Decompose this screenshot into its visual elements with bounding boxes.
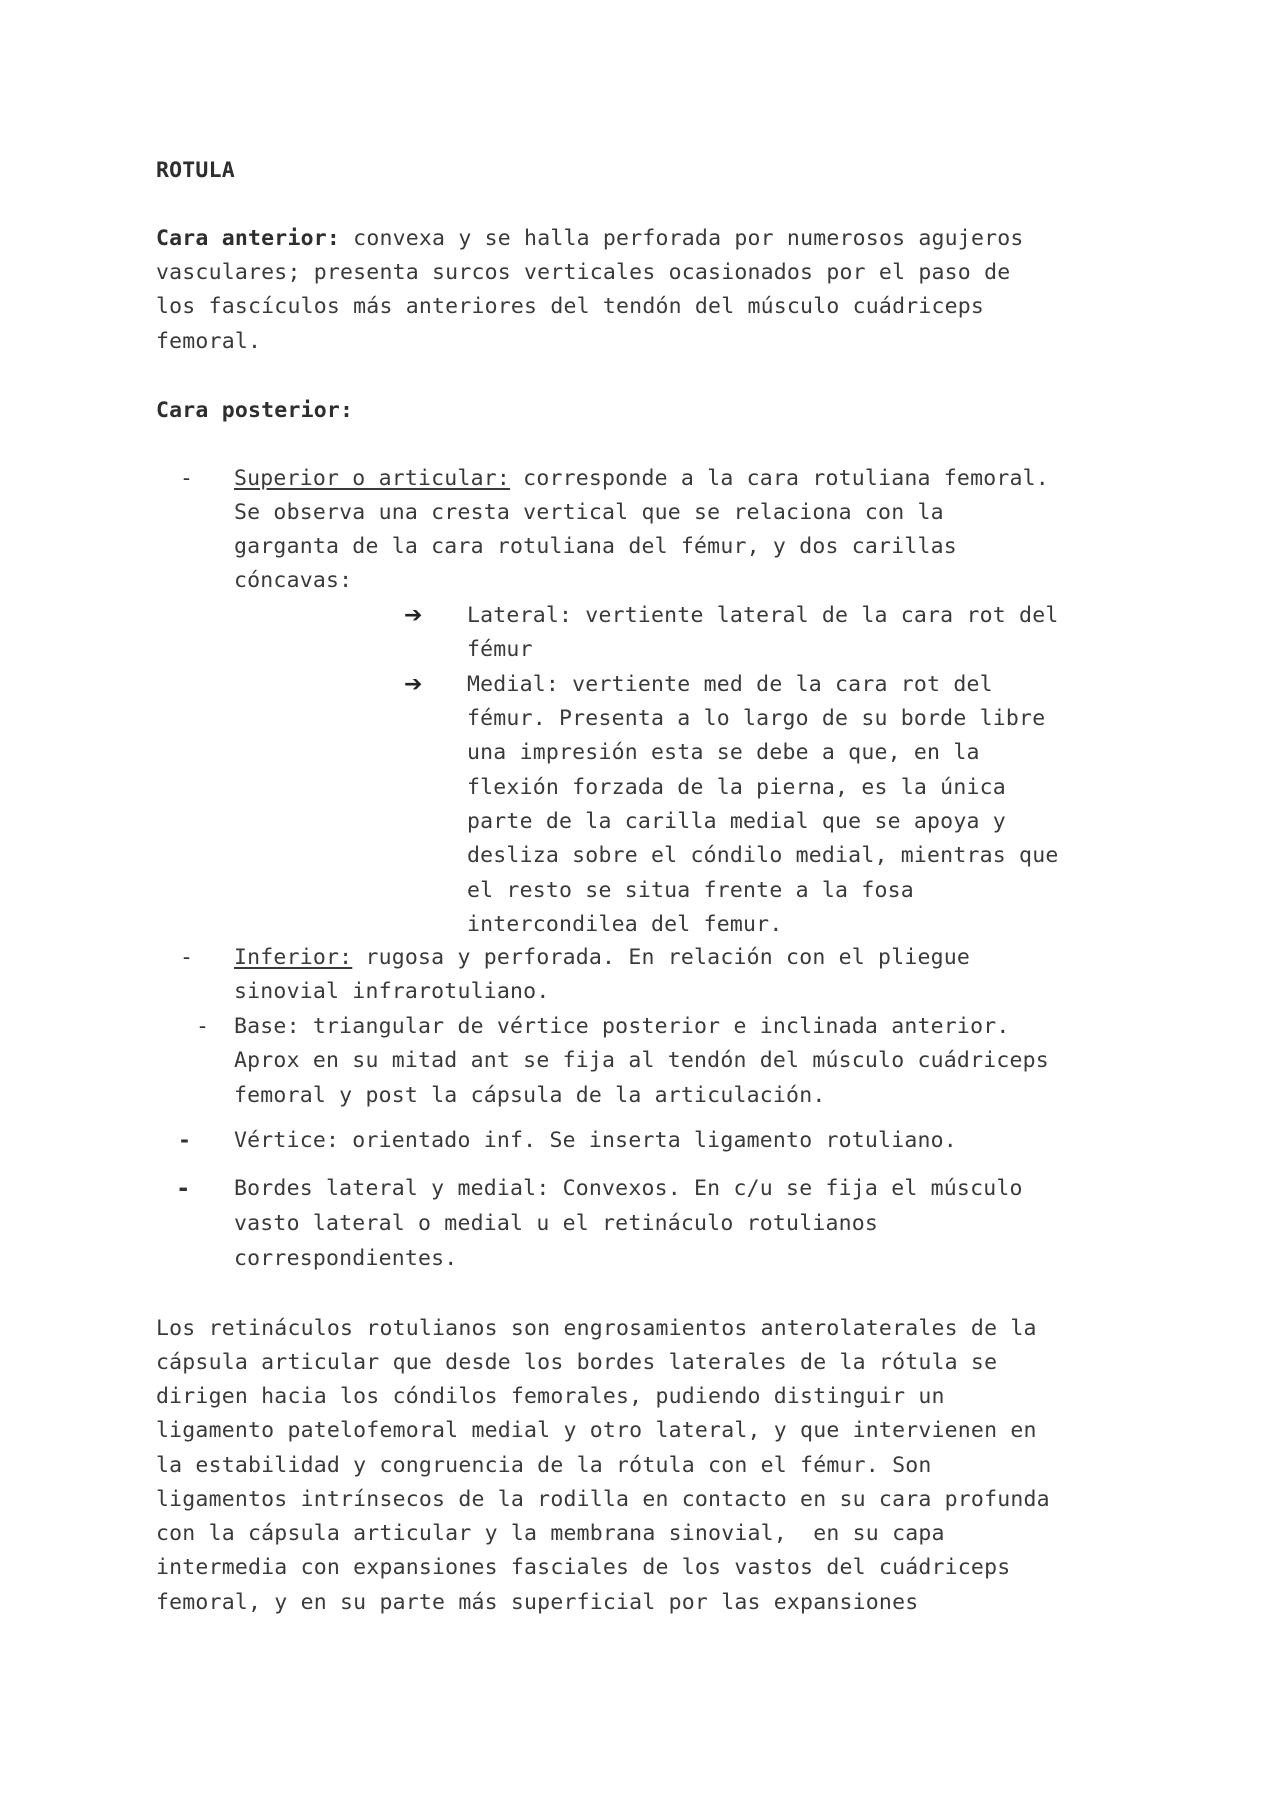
medial-line-4: flexión forzada de la pierna, es la única	[467, 775, 1006, 800]
bordes-line-1: Bordes lateral y medial: Convexos. En c/u se fija el músculo	[234, 1176, 1023, 1201]
superior-text: corresponde a la cara rotuliana femoral.	[510, 466, 1049, 491]
superior-line-4: cóncavas:	[234, 568, 353, 593]
retinaculos-line-4: ligamento patelofemoral medial y otro lateral, y que intervienen en	[156, 1418, 1037, 1443]
medial-line-8: intercondilea del femur.	[467, 912, 783, 937]
medial-line-2: fémur. Presenta a lo largo de su borde libre	[467, 706, 1046, 731]
anterior-line-2: vasculares; presenta surcos verticales ocasionados por el paso de	[156, 260, 1011, 285]
superior-line-1	[234, 466, 1049, 492]
inferior-line-1	[234, 945, 970, 971]
page-title: ROTULA	[156, 158, 235, 183]
dash-bullet: -	[180, 466, 194, 491]
medial-line-3: una impresión esta se debe a que, en la	[467, 740, 980, 765]
vertice-line-1: Vértice: orientado inf. Se inserta ligamento rotuliano.	[234, 1128, 957, 1153]
superior-line-2: Se observa una cresta vertical que se relaciona con la	[234, 500, 944, 525]
anterior-line-4: femoral.	[156, 329, 262, 354]
arrow-right-icon: ➔	[404, 672, 423, 697]
medial-line-7: el resto se situa frente a la fosa	[467, 878, 914, 903]
lateral-line-1: Lateral: vertiente lateral de la cara rot del	[467, 603, 1059, 628]
medial-line-5: parte de la carilla medial que se apoya y	[467, 809, 1006, 834]
anterior-label: Cara anterior:	[156, 226, 341, 251]
anterior-line-1	[156, 226, 1024, 252]
retinaculos-line-5: la estabilidad y congruencia de la rótula con el fémur. Son	[156, 1453, 932, 1478]
base-line-1: Base: triangular de vértice posterior e inclinada anterior.	[234, 1014, 1010, 1039]
lateral-line-2: fémur	[467, 637, 533, 662]
posterior-label: Cara posterior:	[156, 398, 354, 423]
base-line-2: Aprox en su mitad ant se fija al tendón del músculo cuádriceps	[234, 1048, 1049, 1073]
dash-bullet: -	[176, 1174, 191, 1202]
arrow-right-icon: ➔	[404, 603, 423, 628]
medial-line-6: desliza sobre el cóndilo medial, mientras que	[467, 843, 1059, 868]
retinaculos-line-9: femoral, y en su parte más superficial por las expansiones	[156, 1590, 919, 1615]
retinaculos-line-6: ligamentos intrínsecos de la rodilla en contacto en su cara profunda	[156, 1487, 1050, 1512]
inferior-line-2: sinovial infrarotuliano.	[234, 979, 550, 1004]
dash-bullet: -	[178, 1128, 192, 1153]
retinaculos-line-2: cápsula articular que desde los bordes laterales de la rótula se	[156, 1350, 998, 1375]
anterior-text: convexa y se halla perforada por numerosos agujeros	[340, 226, 1024, 251]
inferior-text: rugosa y perforada. En relación con el pliegue	[352, 945, 971, 970]
superior-label: Superior o articular:	[234, 466, 511, 491]
retinaculos-line-1: Los retináculos rotulianos son engrosamientos anterolaterales de la	[156, 1316, 1037, 1341]
base-line-3: femoral y post la cápsula de la articulación.	[234, 1083, 826, 1108]
bordes-line-2: vasto lateral o medial u el retináculo rotulianos	[234, 1211, 879, 1236]
retinaculos-line-3: dirigen hacia los cóndilos femorales, pudiendo distinguir un	[156, 1384, 945, 1409]
dash-bullet: -	[180, 945, 194, 970]
retinaculos-line-8: intermedia con expansiones fasciales de los vastos del cuádriceps	[156, 1555, 1011, 1580]
medial-line-1: Medial: vertiente med de la cara rot del	[467, 672, 993, 697]
superior-line-3: garganta de la cara rotuliana del fémur, y dos carillas	[234, 534, 957, 559]
anterior-line-3: los fascículos más anteriores del tendón del músculo cuádriceps	[156, 294, 985, 319]
dash-bullet: -	[196, 1014, 210, 1039]
inferior-label: Inferior:	[234, 945, 353, 970]
bordes-line-3: correspondientes.	[234, 1246, 458, 1271]
retinaculos-line-7: con la cápsula articular y la membrana sinovial, en su capa	[156, 1521, 945, 1546]
